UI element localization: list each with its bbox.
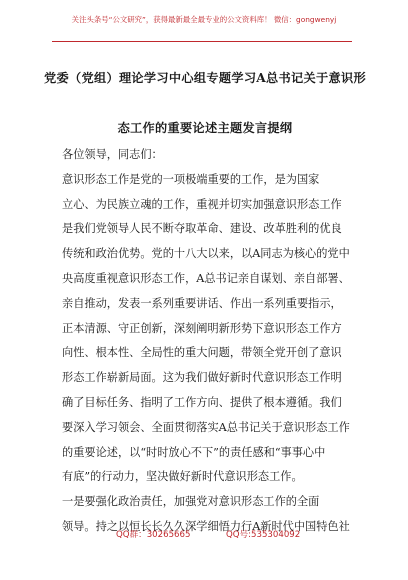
body-line: 各位领导，同志们： [62,148,163,161]
document-body [62,143,348,540]
body-line: 立心、为民族立魂的工作，重视并切实加强意识形态工作 [62,197,342,211]
body-line: 有底”的行动力，坚决做好新时代意识形态工作。 [62,470,303,484]
footer-qq-number: QQ号:535304092 [226,530,301,540]
body-line: 形态工作崭新局面。这为我们做好新时代意识形态工作明 [62,371,342,385]
body-line: 正本清源、守正创新，深刻阐明新形势下意识形态工作方 [62,321,342,335]
body-line: 是我们党领导人民不断夺取革命、建设、改革胜利的优良 [62,222,342,236]
body-line: 要深入学习领会、全面贯彻落实A总书记关于意识形态工作 [62,420,350,434]
footer [0,528,408,554]
body-line: 确了目标任务、指明了工作方向、提供了根本遵循。我们 [62,395,342,409]
header-banner: 关注头条号“公文研究”，获得最新最全最专业的公文资料库！ 微信：gongwenyj [71,15,337,24]
body-line: 一是要强化政治责任，加强党对意识形态工作的全面 [62,495,320,509]
document-title-line-2: 态工作的重要论述主题发言提纲 [117,121,293,135]
body-line: 的重要论述，以“时时放心不下”的责任感和“事事心中 [62,445,326,459]
body-line: 领导。持之以恒长长久久深学细悟力行A新时代中国特色社 [62,519,350,533]
document-title-line-1: 党委（党组）理论学习中心组专题学习A总书记关于意识形 [44,71,366,85]
footer-qq-group: QQ群：30265665 [116,530,191,540]
header-divider [52,41,352,42]
body-line: 央高度重视意识形态工作，A总书记亲自谋划、亲自部署、 [62,271,350,285]
body-line: 意识形态工作是党的一项极端重要的工作，是为国家 [62,172,320,186]
body-line: 传统和政治优势。党的十八大以来，以A同志为核心的党中 [62,247,350,261]
body-line: 亲自推动，发表一系列重要讲话、作出一系列重要指示， [62,296,342,310]
body-line: 向性、根本性、全局性的重大问题，带领全党开创了意识 [62,346,342,360]
